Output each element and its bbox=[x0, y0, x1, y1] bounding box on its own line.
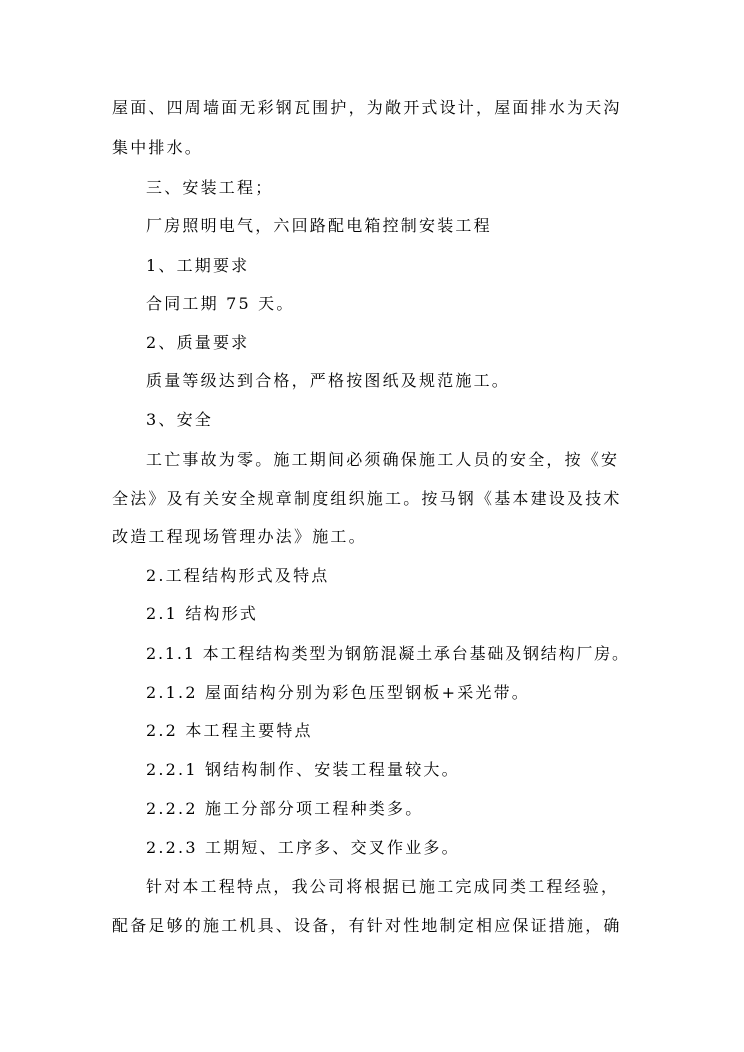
subsection-heading: 1、工期要求 bbox=[146, 256, 250, 275]
text-line: 配备足够的施工机具、设备，有针对性地制定相应保证措施，确 bbox=[112, 916, 622, 935]
text-line: 集中排水。 bbox=[112, 138, 204, 157]
text-line: 2.1.2 屋面结构分别为彩色压型钢板+采光带。 bbox=[146, 683, 531, 702]
text-line: 工亡事故为零。施工期间必须确保施工人员的安全，按《安 bbox=[146, 450, 620, 469]
subsection-heading: 3、安全 bbox=[146, 410, 213, 429]
text-line: 屋面、四周墙面无彩钢瓦围护，为敞开式设计，屋面排水为天沟 bbox=[112, 98, 622, 117]
text-line: 2.2.1 钢结构制作、安装工程量较大。 bbox=[146, 760, 460, 779]
subsection-heading: 2.2 本工程主要特点 bbox=[146, 721, 313, 740]
section-heading: 2.工程结构形式及特点 bbox=[146, 566, 330, 585]
text-line: 针对本工程特点，我公司将根据已施工完成同类工程经验， bbox=[146, 877, 620, 896]
text-line: 2.2.2 施工分部分项工程种类多。 bbox=[146, 799, 424, 818]
text-line: 质量等级达到合格，严格按图纸及规范施工。 bbox=[146, 371, 511, 390]
text-line: 2.2.3 工期短、工序多、交叉作业多。 bbox=[146, 838, 460, 857]
text-line: 改造工程现场管理办法》施工。 bbox=[112, 527, 367, 546]
subsection-heading: 2、质量要求 bbox=[146, 333, 250, 352]
section-heading: 三、安装工程； bbox=[146, 178, 274, 197]
text-line: 2.1.1 本工程结构类型为钢筋混凝土承台基础及钢结构厂房。 bbox=[146, 644, 630, 663]
text-line: 合同工期 75 天。 bbox=[146, 294, 295, 313]
text-line: 全法》及有关安全规章制度组织施工。按马钢《基本建设及技术 bbox=[112, 489, 622, 508]
text-line: 厂房照明电气，六回路配电箱控制安装工程 bbox=[146, 216, 492, 235]
subsection-heading: 2.1 结构形式 bbox=[146, 604, 259, 623]
